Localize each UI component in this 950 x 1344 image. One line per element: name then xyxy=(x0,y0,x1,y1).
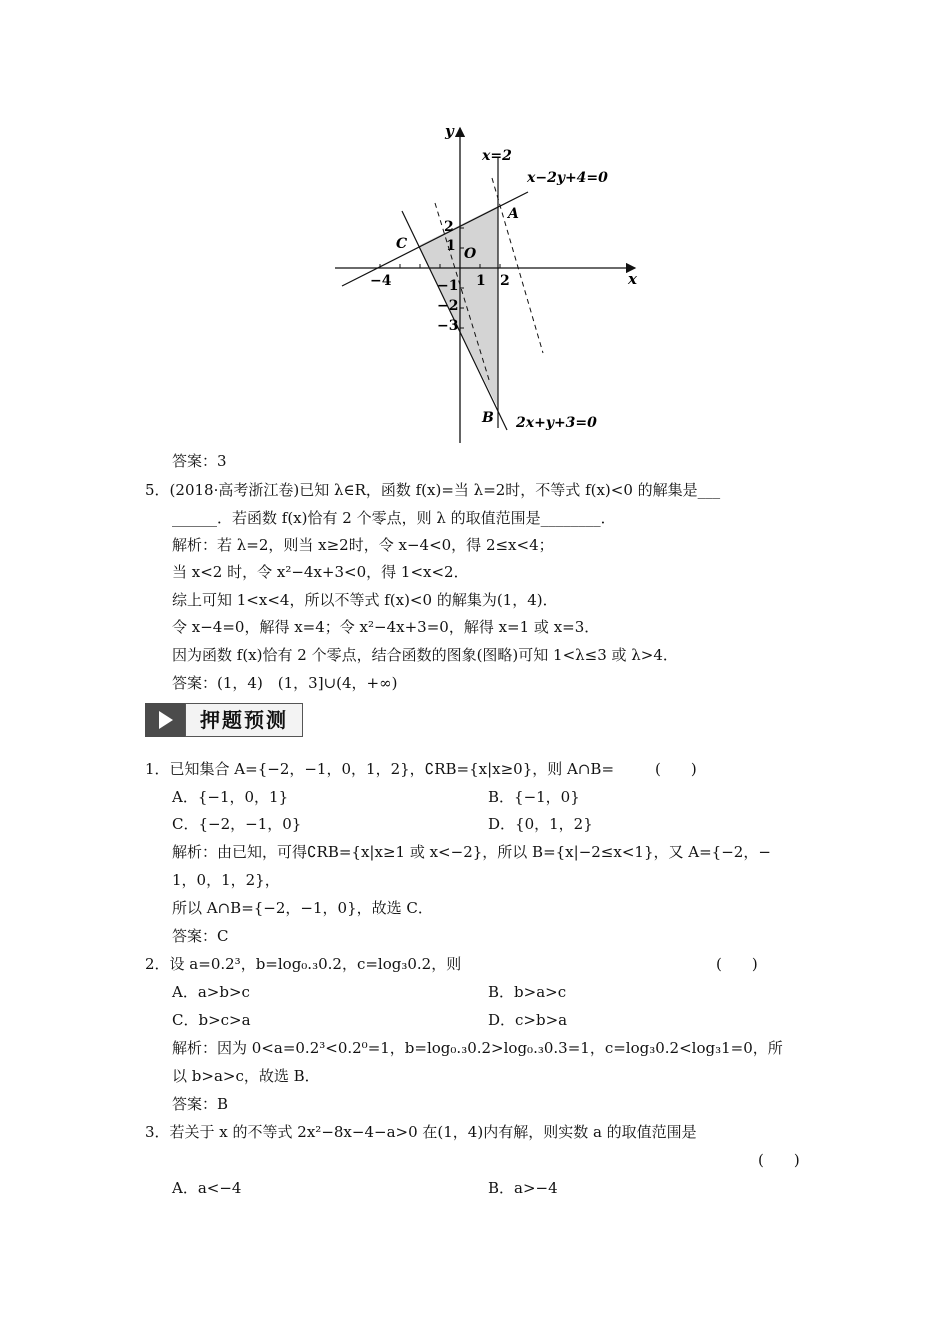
q3-option-a: A．a<−4 xyxy=(172,1179,242,1197)
q5-sol-5: 因为函数 f(x)恰有 2 个零点，结合函数的图象(图略)可知 1<λ≤3 或 λ>4． xyxy=(172,646,678,664)
q2-answer-paren: ( ) xyxy=(716,955,758,973)
label-line-1: x−2y+4=0 xyxy=(527,170,608,186)
q5-sol-3: 综上可知 1<x<4，所以不等式 f(x)<0 的解集为(1，4)． xyxy=(172,591,558,609)
y-axis-label: y xyxy=(445,122,454,140)
point-A-label: A xyxy=(508,206,519,222)
q1-sol-1: 解析：由已知，可得∁RB={x|x≥1 或 x<−2}，所以 B={x|−2≤x<1}，又 A={−2，− xyxy=(172,843,771,861)
q3-stem: 3．若关于 x 的不等式 2x²−8x−4−a>0 在(1，4)内有解，则实数 a 的取值范围是 xyxy=(145,1123,697,1141)
q5-sol-1: 解析：若 λ=2，则当 x≥2时，令 x−4<0，得 2≤x<4； xyxy=(172,536,554,554)
q1-answer-paren: ( ) xyxy=(655,760,697,778)
point-B-label: B xyxy=(482,410,494,426)
tick-x-1: 1 xyxy=(476,273,486,289)
q5-sol-4: 令 x−4=0，解得 x=4；令 x²−4x+3=0，解得 x=1 或 x=3． xyxy=(172,618,600,636)
answer-prev: 答案：3 xyxy=(172,452,227,470)
q5-stem-1: 5．(2018·高考浙江卷)已知 λ∈R，函数 f(x)=当 λ=2时，不等式 f(x)<0 的解集是___ xyxy=(145,481,721,499)
q1-option-c: C．{−2，−1，0} xyxy=(172,815,302,833)
section-title: 押题预测 xyxy=(185,703,303,737)
q1-answer: 答案：C xyxy=(172,927,229,945)
tick-y-neg3: −3 xyxy=(437,318,459,334)
q2-sol-1: 解析：因为 0<a=0.2³<0.2⁰=1，b=log₀.₃0.2>log₀.₃0.3=1，c=log₃0.2<log₃1=0，所 xyxy=(172,1039,783,1057)
tick-x-neg4: −4 xyxy=(370,273,392,289)
x-axis-label: x xyxy=(628,270,637,288)
tick-y-2: 2 xyxy=(444,219,454,235)
section-banner xyxy=(145,703,303,737)
q5-sol-2: 当 x<2 时，令 x²−4x+3<0，得 1<x<2． xyxy=(172,563,469,581)
q2-sol-2: 以 b>a>c，故选 B． xyxy=(172,1067,320,1085)
q1-stem: 1．已知集合 A={−2，−1，0，1，2}，∁RB={x|x≥0}，则 A∩B= xyxy=(145,760,615,778)
tick-x-2: 2 xyxy=(500,273,510,289)
q1-option-b: B．{−1，0} xyxy=(488,788,580,806)
label-x-equals-2: x=2 xyxy=(482,148,512,164)
q1-sol-2: 1，0，1，2}， xyxy=(172,871,280,889)
q2-stem: 2．设 a=0.2³，b=log₀.₃0.2，c=log₃0.2，则 xyxy=(145,955,462,973)
q2-answer: 答案：B xyxy=(172,1095,229,1113)
play-arrow-icon xyxy=(145,703,185,737)
tick-y-1: 1 xyxy=(446,238,456,254)
feasible-region-figure xyxy=(330,118,650,448)
tick-y-neg1: −1 xyxy=(437,278,459,294)
q1-option-a: A．{−1，0，1} xyxy=(172,788,289,806)
q1-sol-3: 所以 A∩B={−2，−1，0}，故选 C． xyxy=(172,899,433,917)
q2-option-d: D．c>b>a xyxy=(488,1011,568,1029)
q5-stem-2: ______．若函数 f(x)恰有 2 个零点，则 λ 的取值范围是________． xyxy=(172,509,616,527)
q2-option-b: B．b>a>c xyxy=(488,983,567,1001)
tick-y-neg2: −2 xyxy=(437,298,459,314)
q1-option-d: D．{0，1，2} xyxy=(488,815,593,833)
q5-answer: 答案：(1，4) (1，3]∪(4，+∞) xyxy=(172,674,398,692)
q2-option-c: C．b>c>a xyxy=(172,1011,251,1029)
label-line-2: 2x+y+3=0 xyxy=(516,415,597,431)
origin-label: O xyxy=(464,246,477,262)
q2-option-a: A．a>b>c xyxy=(172,983,250,1001)
q3-answer-paren: ( ) xyxy=(758,1151,800,1169)
q3-option-b: B．a>−4 xyxy=(488,1179,558,1197)
point-C-label: C xyxy=(396,236,408,252)
